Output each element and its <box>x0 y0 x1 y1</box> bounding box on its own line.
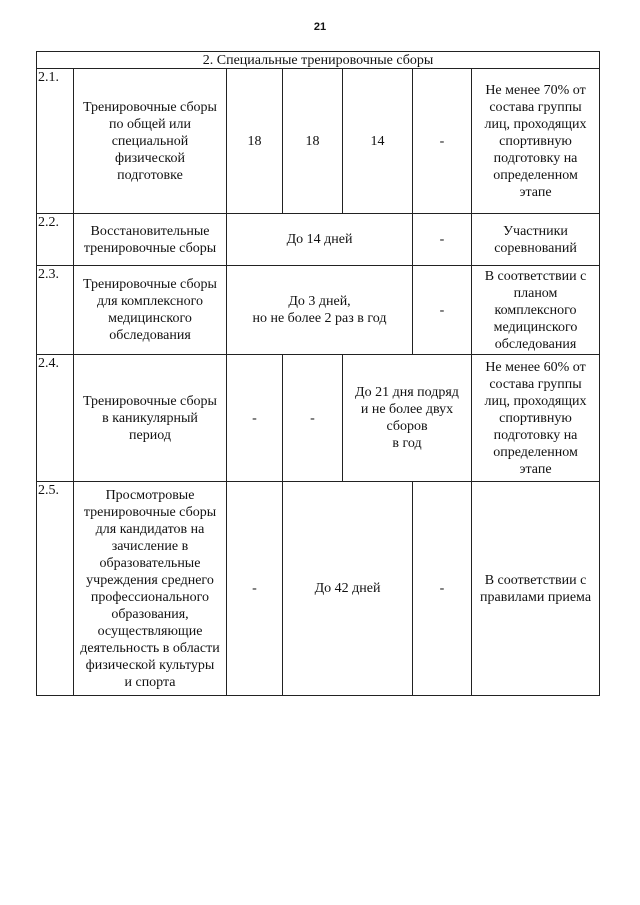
value-cell: 18 <box>283 69 343 214</box>
table-row <box>37 214 600 266</box>
participants-note: В соответствии с правилами приема <box>472 482 600 696</box>
value-cell: - <box>413 69 472 214</box>
value-cell: - <box>413 266 472 355</box>
value-cell: 18 <box>227 69 283 214</box>
camp-type: Тренировочные сборы по общей или специальной физической подготовке <box>74 69 227 214</box>
camp-type: Восстановительные тренировочные сборы <box>74 214 227 266</box>
row-number: 2.2. <box>37 214 74 266</box>
value-cell: - <box>413 214 472 266</box>
page-number: 21 <box>313 21 327 33</box>
table-row <box>37 266 600 355</box>
camp-type: Тренировочные сборы для комплексного медицинского обследования <box>74 266 227 355</box>
participants-note: Участники соревнований <box>472 214 600 266</box>
row-number: 2.1. <box>37 69 74 214</box>
value-cell: - <box>413 482 472 696</box>
table-row <box>37 482 600 696</box>
table-row <box>37 69 600 214</box>
duration-cell: До 3 дней, но не более 2 раз в год <box>227 266 413 355</box>
duration-cell: До 21 дня подряд и не более двух сборов в год <box>343 355 472 482</box>
camp-type: Тренировочные сборы в каникулярный период <box>74 355 227 482</box>
row-number: 2.3. <box>37 266 74 355</box>
row-number: 2.5. <box>37 482 74 696</box>
table-row <box>37 355 600 482</box>
value-cell: - <box>283 355 343 482</box>
training-camps-table <box>36 51 600 696</box>
row-number: 2.4. <box>37 355 74 482</box>
value-cell: - <box>227 355 283 482</box>
participants-note: В соответствии с планом комплексного медицинского обследования <box>472 266 600 355</box>
value-cell: - <box>227 482 283 696</box>
duration-cell: До 14 дней <box>227 214 413 266</box>
section-header-row <box>37 52 600 69</box>
section-title: 2. Специальные тренировочные сборы <box>37 52 600 69</box>
participants-note: Не менее 70% от состава группы лиц, проходящих спортивную подготовку на определенном этапе <box>472 69 600 214</box>
value-cell: 14 <box>343 69 413 214</box>
participants-note: Не менее 60% от состава группы лиц, проходящих спортивную подготовку на определенном этапе <box>472 355 600 482</box>
camp-type: Просмотровые тренировочные сборы для кандидатов на зачисление в образовательные учреждения среднего профессионального образования, осуществляющие деятельность в области физической культуры и спорта <box>74 482 227 696</box>
duration-cell: До 42 дней <box>283 482 413 696</box>
